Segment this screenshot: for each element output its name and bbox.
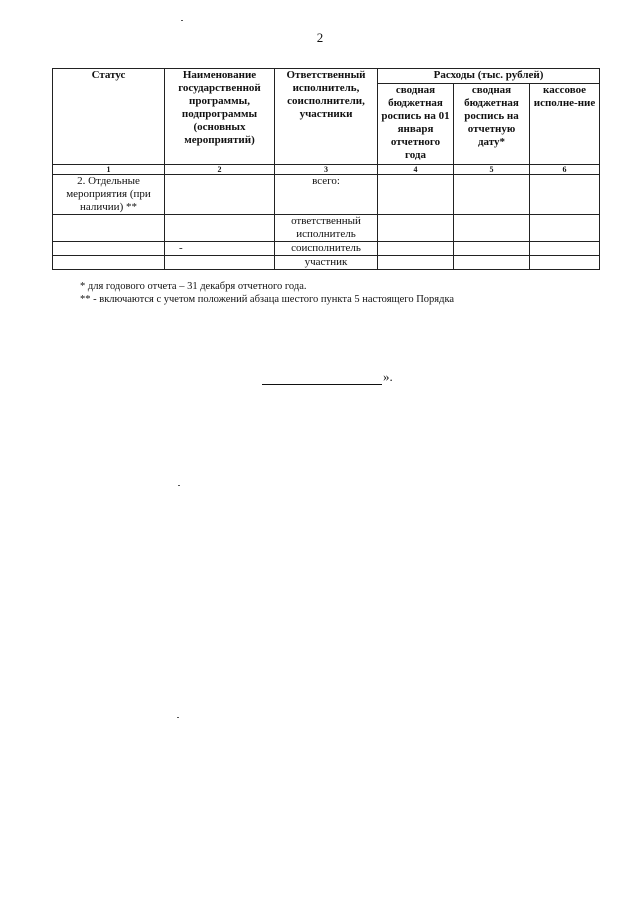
cell-cash-execution xyxy=(530,256,600,270)
column-number: 2 xyxy=(165,165,275,175)
scan-speck xyxy=(177,717,179,718)
column-number: 3 xyxy=(275,165,378,175)
scan-speck xyxy=(181,20,183,21)
column-number: 1 xyxy=(53,165,165,175)
cell-budget-report-date xyxy=(454,242,530,256)
cell-program-name xyxy=(165,175,275,215)
cell-status: 2. Отдельные мероприятия (при наличии) ** xyxy=(53,175,165,215)
column-number: 6 xyxy=(530,165,600,175)
page-number: 2 xyxy=(316,30,324,45)
header-program-name: Наименование государственной программы, подпрограммы (основных мероприятий) xyxy=(165,69,275,165)
cell-budget-report-date xyxy=(454,175,530,215)
cell-cash-execution xyxy=(530,242,600,256)
table-row xyxy=(53,175,600,215)
scan-speck xyxy=(178,485,180,486)
header-status: Статус xyxy=(53,69,165,165)
cell-status xyxy=(53,242,165,256)
cell-program-name xyxy=(165,256,275,270)
footnotes xyxy=(80,280,454,306)
header-expenses-group: Расходы (тыс. рублей) xyxy=(378,69,600,84)
cell-status xyxy=(53,256,165,270)
header-row xyxy=(53,69,600,84)
cell-budget-january xyxy=(378,256,454,270)
report-table xyxy=(52,68,600,270)
closing-line xyxy=(262,369,393,385)
cell-program-name xyxy=(165,215,275,242)
cell-responsible: ответственный исполнитель xyxy=(275,215,378,242)
footnote-separate-activities: ** - включаются с учетом положений абзаца шестого пункта 5 настоящего Порядка xyxy=(80,294,455,305)
cell-cash-execution xyxy=(530,175,600,215)
cell-responsible: соисполнитель xyxy=(275,242,378,256)
cell-budget-january xyxy=(378,242,454,256)
table-row xyxy=(53,215,600,242)
blank-signature-line xyxy=(262,372,382,385)
cell-responsible: участник xyxy=(275,256,378,270)
footnote-annual-report: * для годового отчета – 31 декабря отчетного года. xyxy=(80,281,307,292)
cell-budget-january xyxy=(378,175,454,215)
cell-budget-report-date xyxy=(454,256,530,270)
table-row xyxy=(53,242,600,256)
header-budget-report-date: сводная бюджетная роспись на отчетную дату* xyxy=(454,84,530,165)
table-row xyxy=(53,256,600,270)
cell-status xyxy=(53,215,165,242)
cell-budget-january xyxy=(378,215,454,242)
column-number: 5 xyxy=(454,165,530,175)
column-number: 4 xyxy=(378,165,454,175)
cell-cash-execution xyxy=(530,215,600,242)
closing-quote-mark: ». xyxy=(383,369,393,384)
header-budget-january: сводная бюджетная роспись на 01 января отчетного года xyxy=(378,84,454,165)
cell-budget-report-date xyxy=(454,215,530,242)
header-cash-execution: кассовое исполне-ние xyxy=(530,84,600,165)
cell-program-name: - xyxy=(165,242,275,256)
header-responsible: Ответственный исполнитель, соисполнители, участники xyxy=(275,69,378,165)
cell-responsible: всего: xyxy=(275,175,378,215)
column-number-row xyxy=(53,165,600,175)
